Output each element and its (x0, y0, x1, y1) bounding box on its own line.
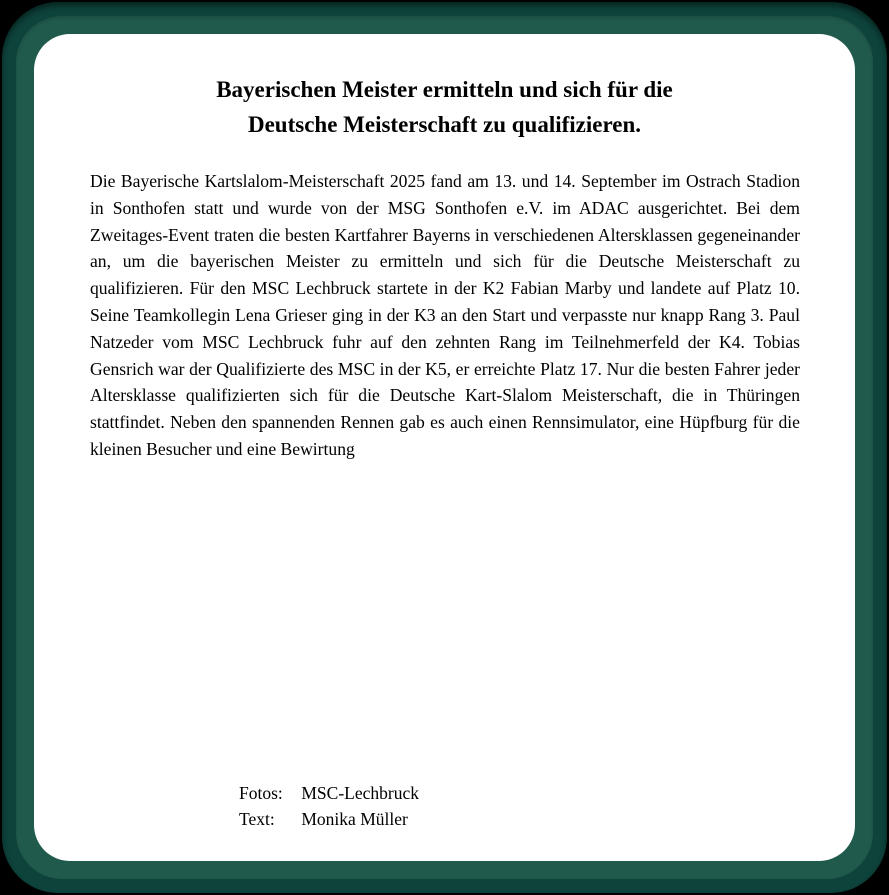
fotos-value: MSC-Lechbruck (301, 783, 419, 803)
article-title (34, 72, 855, 142)
fotos-label: Fotos: (239, 783, 283, 803)
title-line-2: Deutsche Meisterschaft zu qualifizieren. (247, 112, 642, 137)
credit-row-text (239, 806, 419, 832)
text-value: Monika Müller (301, 809, 408, 829)
article-card (34, 34, 855, 861)
title-line-1: Bayerischen Meister ermitteln und sich für die (216, 77, 673, 102)
frame-outer (2, 2, 887, 893)
article-body: Die Bayerische Kartslalom-Meisterschaft 2025 fand am 13. und 14. September im Ostrach Stadion in Sonthofen statt und wurde von der MSG Sonthofen e.V. im ADAC ausgerichtet. Bei dem Zweitages-Event traten die besten Kartfahrer Bayerns in verschiedenen Altersklassen gegeneinander an, um die bayerischen Meister zu ermitteln und sich für die Deutsche Meisterschaft zu qualifizieren. Für den MSC Lechbruck startete in der K2 Fabian Marby und landete auf Platz 10. Seine Teamkollegin Lena Grieser ging in der K3 an den Start und verpasste nur knapp Rang 3. Paul Natzeder vom MSC Lechbruck fuhr auf den zehnten Rang im Teilnehmerfeld der K4. Tobias Gensrich war der Qualifizierte des MSC in der K5, er erreichte Platz 17. Nur die besten Fahrer jeder Altersklasse qualifizierten sich für die Deutsche Kart-Slalom Meisterschaft, die in Thüringen stattfindet. Neben den spannenden Rennen gab es auch einen Rennsimulator, eine Hüpfburg für die kleinen Besucher und eine Bewirtung (90, 171, 800, 459)
frame-inner (16, 16, 873, 879)
credit-row-fotos (239, 780, 419, 806)
text-label: Text: (239, 809, 275, 829)
credits-block (239, 780, 419, 832)
